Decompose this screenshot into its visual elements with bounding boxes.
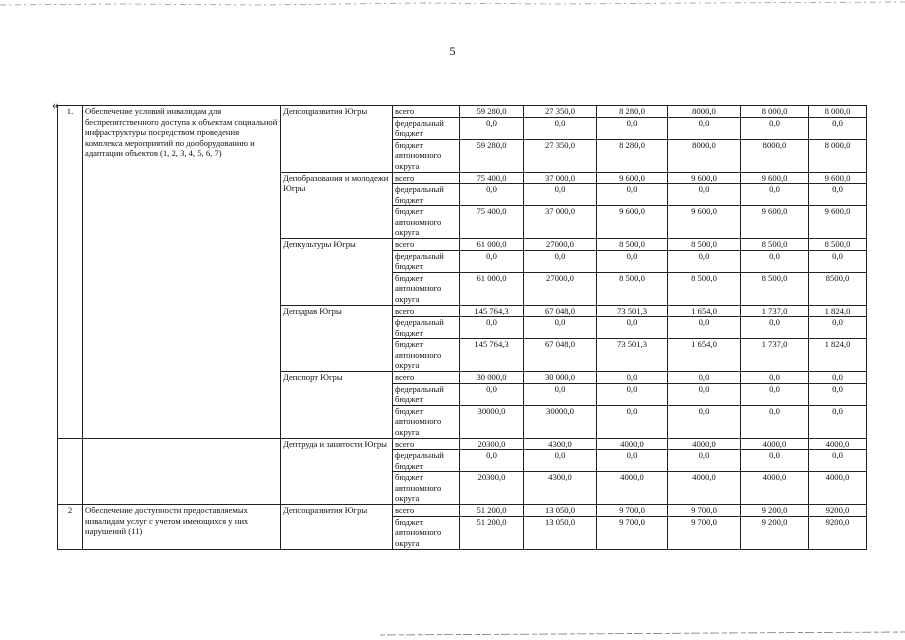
amount-cell: 59 280,0 [460,106,524,118]
amount-cell: 8 280,0 [597,139,668,172]
funding-source: бюджет автономного округа [393,516,460,549]
amount-cell: 8 500,0 [668,239,741,251]
executor-name: Депобразования и молодежи Югры [281,172,393,239]
amount-cell: 9 700,0 [597,516,668,549]
amount-cell: 0,0 [460,117,524,139]
amount-cell: 30 000,0 [524,372,597,384]
amount-cell: 0,0 [809,372,867,384]
task-description: Обеспечение доступности предоставляемых инвалидам услуг с учетом имеющихся у них нарушений (11) [83,505,281,550]
task-number [58,438,83,505]
amount-cell: 145 764,3 [460,339,524,372]
scan-edge-bottom [0,628,905,640]
amount-cell: 9 200,0 [741,516,809,549]
amount-cell: 75 400,0 [460,206,524,239]
amount-cell: 9 600,0 [809,206,867,239]
executor-name: Депсоцразвития Югры [281,106,393,173]
amount-cell: 27 350,0 [524,106,597,118]
amount-cell: 13 050,0 [524,516,597,549]
amount-cell: 8 500,0 [741,239,809,251]
task-description [83,438,281,505]
amount-cell: 8 500,0 [809,239,867,251]
amount-cell: 0,0 [460,184,524,206]
amount-cell: 0,0 [524,317,597,339]
amount-cell: 9 200,0 [741,505,809,517]
amount-cell: 0,0 [597,317,668,339]
amount-cell: 0,0 [524,184,597,206]
amount-cell: 9 600,0 [668,206,741,239]
amount-cell: 1 737,0 [741,339,809,372]
amount-cell: 0,0 [741,117,809,139]
funding-source: всего [393,438,460,450]
amount-cell: 4000,0 [668,472,741,505]
amount-cell: 0,0 [668,184,741,206]
amount-cell: 37 000,0 [524,206,597,239]
amount-cell: 0,0 [460,250,524,272]
funding-source: федеральный бюджет [393,250,460,272]
amount-cell: 0,0 [741,450,809,472]
amount-cell: 0,0 [809,317,867,339]
funding-source: бюджет автономного округа [393,339,460,372]
amount-cell: 0,0 [668,450,741,472]
amount-cell: 0,0 [809,184,867,206]
task-number: 1. [58,106,83,439]
amount-cell: 0,0 [741,317,809,339]
amount-cell: 4000,0 [597,438,668,450]
amount-cell: 51 200,0 [460,516,524,549]
amount-cell: 8 500,0 [597,272,668,305]
amount-cell: 0,0 [668,372,741,384]
funding-source: бюджет автономного округа [393,272,460,305]
amount-cell: 0,0 [668,117,741,139]
task-description: Обеспечение условий инвалидам для беспрепятственного доступа к объектам социальной инфраструктуры посредством проведения комплекса мероприятий по дооборудованию и адаптации объектов (1, 2, 3, 4, 5, 6, 7) [83,106,281,439]
funding-source: федеральный бюджет [393,383,460,405]
funding-source: федеральный бюджет [393,317,460,339]
amount-cell: 0,0 [741,250,809,272]
executor-name: Депспорт Югры [281,372,393,439]
amount-cell: 9 700,0 [597,505,668,517]
page-number: 5 [449,44,456,58]
amount-cell: 67 048,0 [524,339,597,372]
amount-cell: 0,0 [741,372,809,384]
amount-cell: 8 500,0 [668,272,741,305]
amount-cell: 1 654,0 [668,339,741,372]
amount-cell: 0,0 [741,405,809,438]
amount-cell: 1 654,0 [668,305,741,317]
amount-cell: 0,0 [741,184,809,206]
amount-cell: 61 000,0 [460,272,524,305]
amount-cell: 9 600,0 [741,172,809,184]
amount-cell: 59 280,0 [460,139,524,172]
amount-cell: 0,0 [741,383,809,405]
amount-cell: 73 501,3 [597,339,668,372]
amount-cell: 9 600,0 [809,172,867,184]
amount-cell: 0,0 [668,383,741,405]
amount-cell: 0,0 [597,372,668,384]
amount-cell: 8 500,0 [741,272,809,305]
funding-source: всего [393,372,460,384]
amount-cell: 1 824,0 [809,305,867,317]
funding-source: бюджет автономного округа [393,139,460,172]
amount-cell: 9200,0 [809,505,867,517]
amount-cell: 8 000,0 [741,106,809,118]
amount-cell: 4300,0 [524,438,597,450]
funding-source: всего [393,106,460,118]
scan-edge-top [0,0,905,10]
amount-cell: 0,0 [597,117,668,139]
amount-cell: 27000,0 [524,272,597,305]
funding-source: бюджет автономного округа [393,472,460,505]
amount-cell: 27 350,0 [524,139,597,172]
funding-source: всего [393,172,460,184]
amount-cell: 4000,0 [597,472,668,505]
funding-source: бюджет автономного округа [393,206,460,239]
amount-cell: 73 501,3 [597,305,668,317]
amount-cell: 0,0 [597,450,668,472]
amount-cell: 4000,0 [668,438,741,450]
amount-cell: 1 824,0 [809,339,867,372]
funding-source: федеральный бюджет [393,450,460,472]
amount-cell: 8 500,0 [597,239,668,251]
amount-cell: 8000,0 [741,139,809,172]
amount-cell: 4000,0 [809,472,867,505]
amount-cell: 0,0 [597,184,668,206]
amount-cell: 67 048,0 [524,305,597,317]
amount-cell: 9 600,0 [597,172,668,184]
amount-cell: 0,0 [524,450,597,472]
amount-cell: 20300,0 [460,472,524,505]
amount-cell: 27000,0 [524,239,597,251]
amount-cell: 8 280,0 [597,106,668,118]
table-row [58,438,867,450]
amount-cell: 0,0 [809,405,867,438]
amount-cell: 0,0 [460,450,524,472]
amount-cell: 1 737,0 [741,305,809,317]
amount-cell: 61 000,0 [460,239,524,251]
amount-cell: 0,0 [668,405,741,438]
amount-cell: 0,0 [524,250,597,272]
executor-name: Дептруда и занятости Югры [281,438,393,505]
amount-cell: 4000,0 [741,472,809,505]
amount-cell: 4000,0 [741,438,809,450]
amount-cell: 0,0 [597,405,668,438]
open-quote-mark: « [52,97,59,112]
amount-cell: 0,0 [524,117,597,139]
amount-cell: 0,0 [809,117,867,139]
amount-cell: 51 200,0 [460,505,524,517]
executor-name: Депздрав Югры [281,305,393,372]
table-row [58,106,867,118]
amount-cell: 13 050,0 [524,505,597,517]
amount-cell: 0,0 [460,383,524,405]
amount-cell: 0,0 [668,317,741,339]
amount-cell: 9 700,0 [668,516,741,549]
amount-cell: 20300,0 [460,438,524,450]
amount-cell: 9 600,0 [668,172,741,184]
amount-cell: 8 000,0 [809,139,867,172]
amount-cell: 37 000,0 [524,172,597,184]
funding-source: всего [393,305,460,317]
amount-cell: 0,0 [668,250,741,272]
amount-cell: 9 600,0 [597,206,668,239]
funding-source: всего [393,239,460,251]
funding-source: федеральный бюджет [393,117,460,139]
amount-cell: 9 600,0 [741,206,809,239]
amount-cell: 30000,0 [460,405,524,438]
amount-cell: 0,0 [809,383,867,405]
amount-cell: 0,0 [524,383,597,405]
amount-cell: 4000,0 [809,438,867,450]
amount-cell: 8 000,0 [809,106,867,118]
funding-source: федеральный бюджет [393,184,460,206]
funding-source: бюджет автономного округа [393,405,460,438]
amount-cell: 0,0 [460,317,524,339]
executor-name: Депсоцразвития Югры [281,505,393,550]
amount-cell: 8000,0 [668,139,741,172]
amount-cell: 0,0 [809,250,867,272]
executor-name: Депкультуры Югры [281,239,393,306]
table-row [58,505,867,517]
amount-cell: 8500,0 [809,272,867,305]
amount-cell: 9200,0 [809,516,867,549]
budget-table [57,105,867,550]
amount-cell: 30 000,0 [460,372,524,384]
amount-cell: 4300,0 [524,472,597,505]
amount-cell: 9 700,0 [668,505,741,517]
amount-cell: 30000,0 [524,405,597,438]
amount-cell: 145 764,3 [460,305,524,317]
funding-source: всего [393,505,460,517]
amount-cell: 75 400,0 [460,172,524,184]
amount-cell: 0,0 [597,383,668,405]
amount-cell: 0,0 [597,250,668,272]
amount-cell: 8000,0 [668,106,741,118]
amount-cell: 0,0 [809,450,867,472]
task-number: 2 [58,505,83,550]
